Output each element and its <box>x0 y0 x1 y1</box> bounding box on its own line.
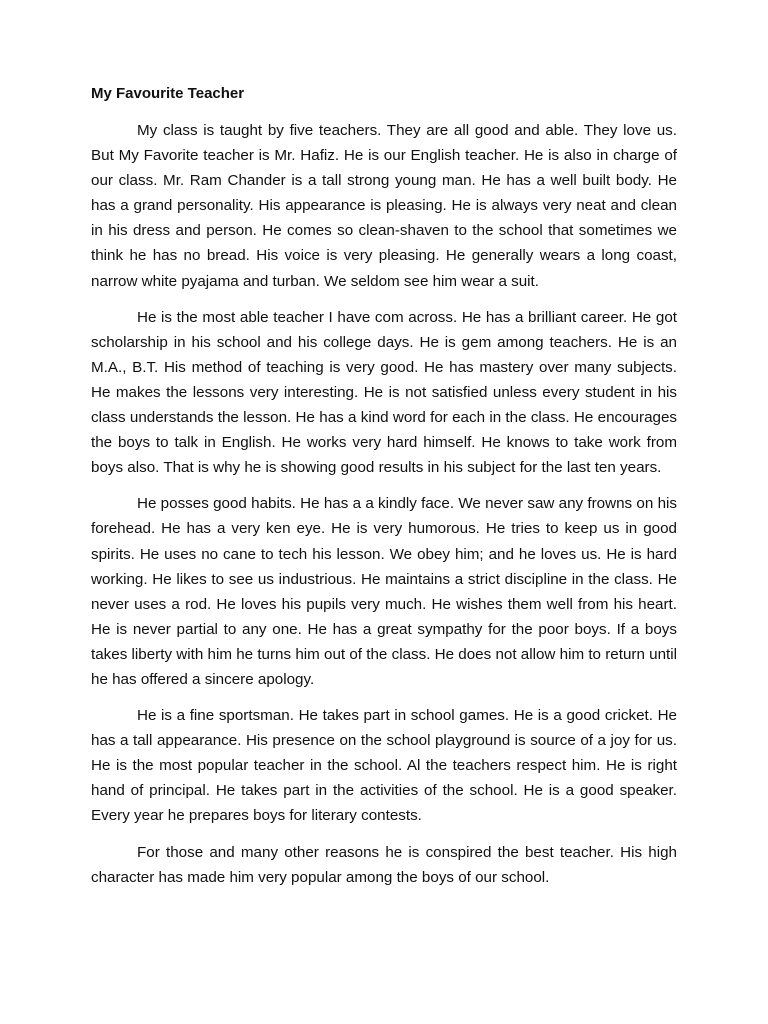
paragraph-3: He posses good habits. He has a a kindly face. We never saw any frowns on his forehead. He has a very ken eye. He is very humorous. He tries to keep us in good spirits. He uses no cane to tech his lesson. We obey him; and he loves us. He is hard working. He likes to see us industrious. He maintains a strict discipline in the class. He never uses a rod. He loves his pupils very much. He wishes them well from his heart. He is never partial to any one. He has a great sympathy for the poor boys. If a boys takes liberty with him he turns him out of the class. He does not allow him to return until he has offered a sincere apology. <box>91 495 677 688</box>
paragraph-2: He is the most able teacher I have com across. He has a brilliant career. He got scholarship in his school and his college days. He is gem among teachers. He is an M.A., B.T. His method of teaching is very good. He has mastery over many subjects. He makes the lessons very interesting. He is not satisfied unless every student in his class understands the lesson. He has a kind word for each in the class. He encourages the boys to talk in English. He works very hard himself. He knows to take work from boys also. That is why he is showing good results in his subject for the last ten years. <box>91 308 677 477</box>
document-body <box>91 84 677 901</box>
paragraph-1: My class is taught by five teachers. They are all good and able. They love us. But My Favorite teacher is Mr. Hafiz. He is our English teacher. He is also in charge of our class. Mr. Ram Chander is a tall strong young man. He has a well built body. He has a grand personality. His appearance is pleasing. He is always very neat and clean in his dress and person. He comes so clean-shaven to the school that sometimes we think he has no bread. His voice is very pleasing. He generally wears a long coast, narrow white pyajama and turban. We seldom see him wear a suit. <box>91 122 677 290</box>
paragraph-4: He is a fine sportsman. He takes part in school games. He is a good cricket. He has a tall appearance. His presence on the school playground is source of a joy for us. He is the most popular teacher in the school. Al the teachers respect him. He is right hand of principal. He takes part in the activities of the school. He is a good speaker. Every year he prepares boys for literary contests. <box>91 707 677 825</box>
paragraph-5: For those and many other reasons he is conspired the best teacher. His high character has made him very popular among the boys of our school. <box>91 843 677 886</box>
document-title: My Favourite Teacher <box>91 85 245 102</box>
